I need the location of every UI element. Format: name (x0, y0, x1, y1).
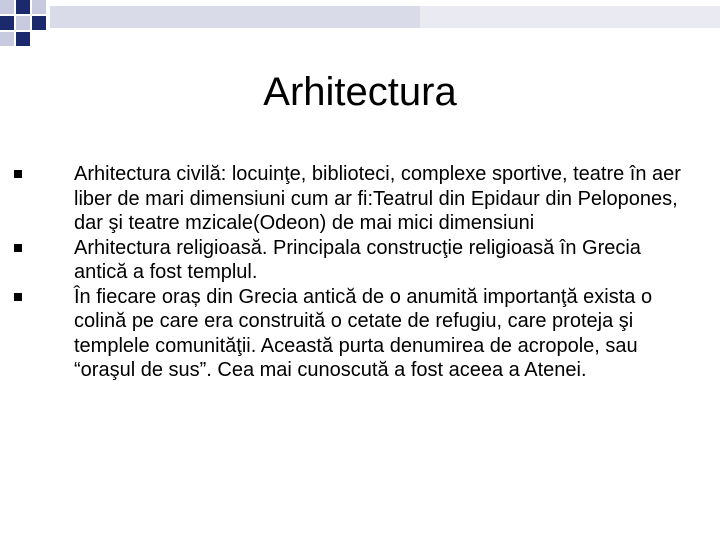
bullet-text: În fiecare oraș din Grecia antică de o anumită importanţă exista o colină pe care era construită o cetate de refugiu, care proteja şi templele comunităţii. Această purta denumirea de acropole, sau “oraşul de sus”. Cea mai cunoscută a fost aceea a Atenei. (74, 285, 653, 381)
deco-square (16, 32, 30, 46)
bullet-item (56, 285, 696, 383)
deco-square (32, 16, 46, 30)
deco-band-fade (420, 6, 720, 28)
square-bullet-icon (14, 293, 22, 301)
bullet-text: Arhitectura civilă: locuinţe, biblioteci, complexe sportive, teatre în aer liber de mari dimensiuni cum ar fi:Teatrul din Epidaur din Pelopones, dar şi teatre mzicale(Odeon) de mai mici dimensiuni (74, 163, 681, 234)
square-bullet-icon (14, 244, 22, 252)
bullet-text: Arhitectura religioasă. Principala construcţie religioasă în Grecia antică a fost templul. (74, 236, 641, 283)
bullet-item (56, 162, 696, 236)
deco-square (0, 16, 14, 30)
deco-square (0, 0, 14, 14)
slide-title: Arhitectura (263, 70, 457, 114)
bullet-list (56, 162, 696, 383)
deco-square (0, 32, 14, 46)
deco-square (16, 0, 30, 14)
deco-square (16, 16, 30, 30)
square-bullet-icon (14, 170, 22, 178)
deco-square (32, 0, 46, 14)
bullet-item (56, 236, 696, 285)
decorative-checker-band (0, 0, 720, 50)
